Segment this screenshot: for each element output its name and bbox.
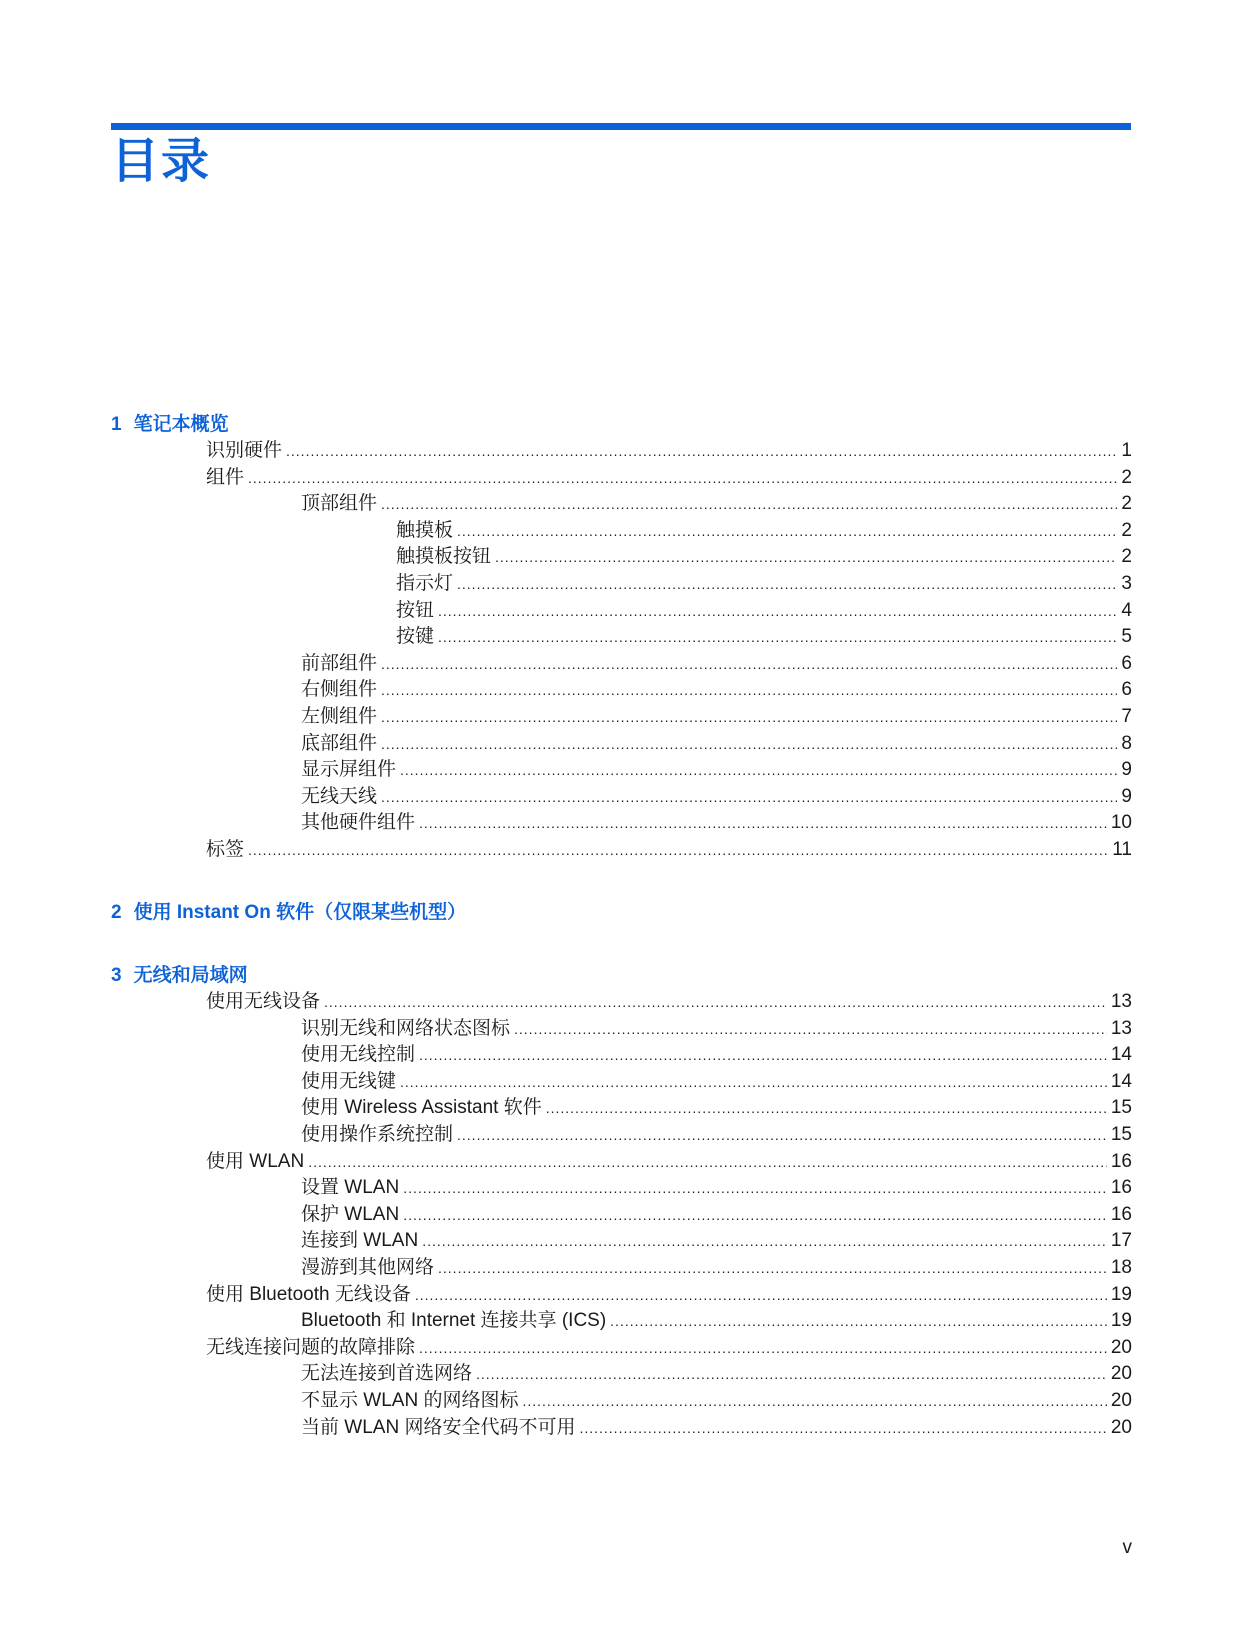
toc-entry-page-number: 6: [1121, 652, 1132, 674]
chapter-number: 3: [111, 965, 122, 986]
toc-entry-label: 前部组件: [301, 652, 378, 674]
dot-leader: [476, 1362, 1107, 1386]
toc-entry-page-number: 20: [1110, 1416, 1132, 1438]
toc-entry[interactable]: [301, 1017, 1132, 1041]
toc-entry-label: 触摸板: [396, 519, 454, 541]
toc-entry[interactable]: [206, 838, 1132, 862]
toc-entry-label: 无线连接问题的故障排除: [206, 1336, 416, 1358]
toc-entry-label: 按钮: [396, 599, 435, 621]
toc-entry[interactable]: [301, 811, 1132, 835]
chapter-title: 笔记本概览: [133, 414, 229, 435]
dot-leader: [286, 439, 1117, 463]
dot-leader: [415, 1283, 1107, 1307]
toc-entry-label: 触摸板按钮: [396, 546, 492, 568]
dot-leader: [400, 1070, 1107, 1094]
dot-leader: [546, 1096, 1107, 1120]
toc-entry-page-number: 13: [1110, 1017, 1132, 1039]
toc-entry-page-number: 16: [1110, 1177, 1132, 1199]
toc-entry[interactable]: [396, 625, 1132, 649]
toc-entry-label: 使用无线键: [301, 1070, 397, 1092]
toc-entry-page-number: 2: [1121, 466, 1132, 488]
chapter-title: 使用 Instant On 软件（仅限某些机型）: [133, 902, 467, 923]
toc-entry[interactable]: [301, 1362, 1132, 1386]
toc-entry-label: 连接到 WLAN: [301, 1230, 419, 1252]
toc-entry[interactable]: [396, 572, 1132, 596]
toc-entry-page-number: 14: [1110, 1044, 1132, 1066]
toc-entry-label: 使用 Bluetooth 无线设备: [206, 1283, 411, 1305]
toc-entry-page-number: 19: [1110, 1310, 1132, 1332]
dot-leader: [438, 1256, 1107, 1280]
toc-entry[interactable]: [301, 1256, 1132, 1280]
toc-entry-page-number: 16: [1110, 1150, 1132, 1172]
toc-entry-label: 指示灯: [396, 573, 454, 594]
chapter-heading[interactable]: [111, 901, 466, 925]
toc-entry-page-number: 15: [1110, 1097, 1132, 1119]
dot-leader: [308, 1150, 1107, 1174]
dot-leader: [579, 1416, 1106, 1440]
toc-entry-page-number: 20: [1110, 1336, 1132, 1358]
toc-entry-label: 顶部组件: [301, 493, 378, 515]
toc-entry-page-number: 4: [1121, 599, 1132, 621]
toc-entry[interactable]: [301, 1043, 1132, 1067]
dot-leader: [422, 1229, 1107, 1253]
toc-entry[interactable]: [396, 545, 1132, 569]
dot-leader: [457, 572, 1117, 596]
dot-leader: [381, 678, 1117, 702]
toc-entry-label: 使用无线控制: [301, 1044, 416, 1066]
dot-leader: [381, 785, 1117, 809]
chapter-number: 2: [111, 902, 122, 923]
dot-leader: [514, 1017, 1107, 1041]
dot-leader: [400, 758, 1117, 782]
toc-entry[interactable]: [301, 1070, 1132, 1094]
toc-entry-page-number: 2: [1121, 546, 1132, 568]
toc-entry-page-number: 10: [1110, 812, 1132, 834]
page-title: 目录: [111, 135, 212, 188]
dot-leader: [495, 545, 1117, 569]
toc-entry[interactable]: [396, 519, 1132, 543]
dot-leader: [522, 1389, 1106, 1413]
toc-entry[interactable]: [301, 1096, 1132, 1120]
toc-entry-label: 使用 Wireless Assistant 软件: [301, 1097, 542, 1119]
toc-entry[interactable]: [206, 1336, 1132, 1360]
toc-entry-page-number: 5: [1121, 626, 1132, 648]
toc-entry-label: 按键: [396, 626, 435, 648]
dot-leader: [438, 625, 1117, 649]
footer-page-number: v: [1122, 1537, 1132, 1558]
toc-entry[interactable]: [206, 439, 1132, 463]
toc-entry-label: 右侧组件: [301, 679, 378, 701]
chapter-number: 1: [111, 414, 122, 435]
toc-entry-page-number: 19: [1110, 1283, 1132, 1305]
toc-entry-page-number: 18: [1110, 1257, 1132, 1278]
dot-leader: [419, 811, 1107, 835]
toc-entry-label: 保护 WLAN: [301, 1203, 400, 1225]
toc-entry-label: 识别硬件: [206, 440, 283, 461]
toc-entry-label: 左侧组件: [301, 706, 378, 727]
toc-entry[interactable]: [301, 1203, 1132, 1227]
toc-entry-page-number: 2: [1121, 493, 1132, 515]
toc-entry[interactable]: [301, 758, 1132, 782]
toc-entry-page-number: 2: [1121, 519, 1132, 541]
toc-entry[interactable]: [301, 1176, 1132, 1200]
toc-entry[interactable]: [301, 652, 1132, 676]
toc-entry-label: 其他硬件组件: [301, 812, 416, 834]
toc-entry-label: 当前 WLAN 网络安全代码不可用: [301, 1416, 576, 1438]
toc-entry-page-number: 14: [1110, 1070, 1132, 1092]
toc-entry-label: 使用无线设备: [206, 991, 321, 1012]
toc-entry[interactable]: [301, 1229, 1132, 1253]
toc-entry[interactable]: [206, 1150, 1132, 1174]
dot-leader: [381, 492, 1117, 516]
dot-leader: [248, 838, 1108, 862]
toc-entry-label: 不显示 WLAN 的网络图标: [301, 1390, 519, 1411]
toc-entry[interactable]: [396, 599, 1132, 623]
toc-entry-label: 底部组件: [301, 732, 378, 754]
toc-entry-page-number: 11: [1112, 839, 1132, 860]
toc-entry[interactable]: [206, 1283, 1132, 1307]
toc-entry-page-number: 9: [1121, 785, 1132, 807]
toc-entry-page-number: 20: [1110, 1363, 1132, 1385]
dot-leader: [381, 705, 1117, 729]
toc-entry[interactable]: [301, 1123, 1132, 1147]
toc-entry-label: 组件: [206, 466, 245, 488]
dot-leader: [457, 519, 1117, 543]
toc-entry-label: 漫游到其他网络: [301, 1257, 435, 1278]
toc-entry-label: 无法连接到首选网络: [301, 1363, 473, 1385]
toc-entry[interactable]: [301, 1416, 1132, 1440]
dot-leader: [403, 1203, 1107, 1227]
toc-entry[interactable]: [301, 732, 1132, 756]
toc-entry-page-number: 9: [1121, 759, 1132, 781]
dot-leader: [419, 1336, 1107, 1360]
toc-entry-page-number: 15: [1110, 1124, 1132, 1145]
toc-entry[interactable]: [301, 705, 1132, 729]
toc-entry[interactable]: [301, 1309, 1132, 1333]
dot-leader: [248, 466, 1117, 490]
dot-leader: [457, 1123, 1107, 1147]
toc-entry-label: 识别无线和网络状态图标: [301, 1017, 511, 1039]
toc-entry-label: 使用操作系统控制: [301, 1124, 454, 1145]
dot-leader: [438, 599, 1117, 623]
dot-leader: [381, 652, 1117, 676]
chapter-title: 无线和局域网: [133, 965, 248, 986]
toc-entry-label: Bluetooth 和 Internet 连接共享 (ICS): [301, 1310, 607, 1332]
toc-entry-page-number: 20: [1110, 1390, 1132, 1411]
toc-entry-page-number: 17: [1110, 1230, 1132, 1252]
toc-entry[interactable]: [301, 1389, 1132, 1413]
toc-entry[interactable]: [301, 785, 1132, 809]
dot-leader: [610, 1309, 1107, 1333]
toc-entry[interactable]: [206, 466, 1132, 490]
dot-leader: [324, 990, 1107, 1014]
toc-entry-label: 使用 WLAN: [206, 1150, 305, 1172]
toc-entry-page-number: 3: [1121, 573, 1132, 594]
toc-entry[interactable]: [301, 678, 1132, 702]
chapter-heading[interactable]: [111, 964, 248, 988]
toc-entry-label: 无线天线: [301, 785, 378, 807]
dot-leader: [381, 732, 1117, 756]
toc-entry-page-number: 7: [1121, 706, 1132, 727]
toc-entry-label: 标签: [206, 839, 245, 860]
toc-entry[interactable]: [206, 990, 1132, 1014]
toc-entry-label: 设置 WLAN: [301, 1177, 400, 1199]
dot-leader: [419, 1043, 1107, 1067]
toc-entry-page-number: 16: [1110, 1203, 1132, 1225]
toc-entry-page-number: 13: [1110, 991, 1132, 1012]
toc-entry-page-number: 8: [1121, 732, 1132, 754]
toc-entry[interactable]: [301, 492, 1132, 516]
chapter-heading[interactable]: [111, 413, 229, 437]
toc-entry-label: 显示屏组件: [301, 759, 397, 781]
toc-entry-page-number: 1: [1121, 440, 1132, 461]
dot-leader: [403, 1176, 1107, 1200]
toc-entry-page-number: 6: [1121, 679, 1132, 701]
